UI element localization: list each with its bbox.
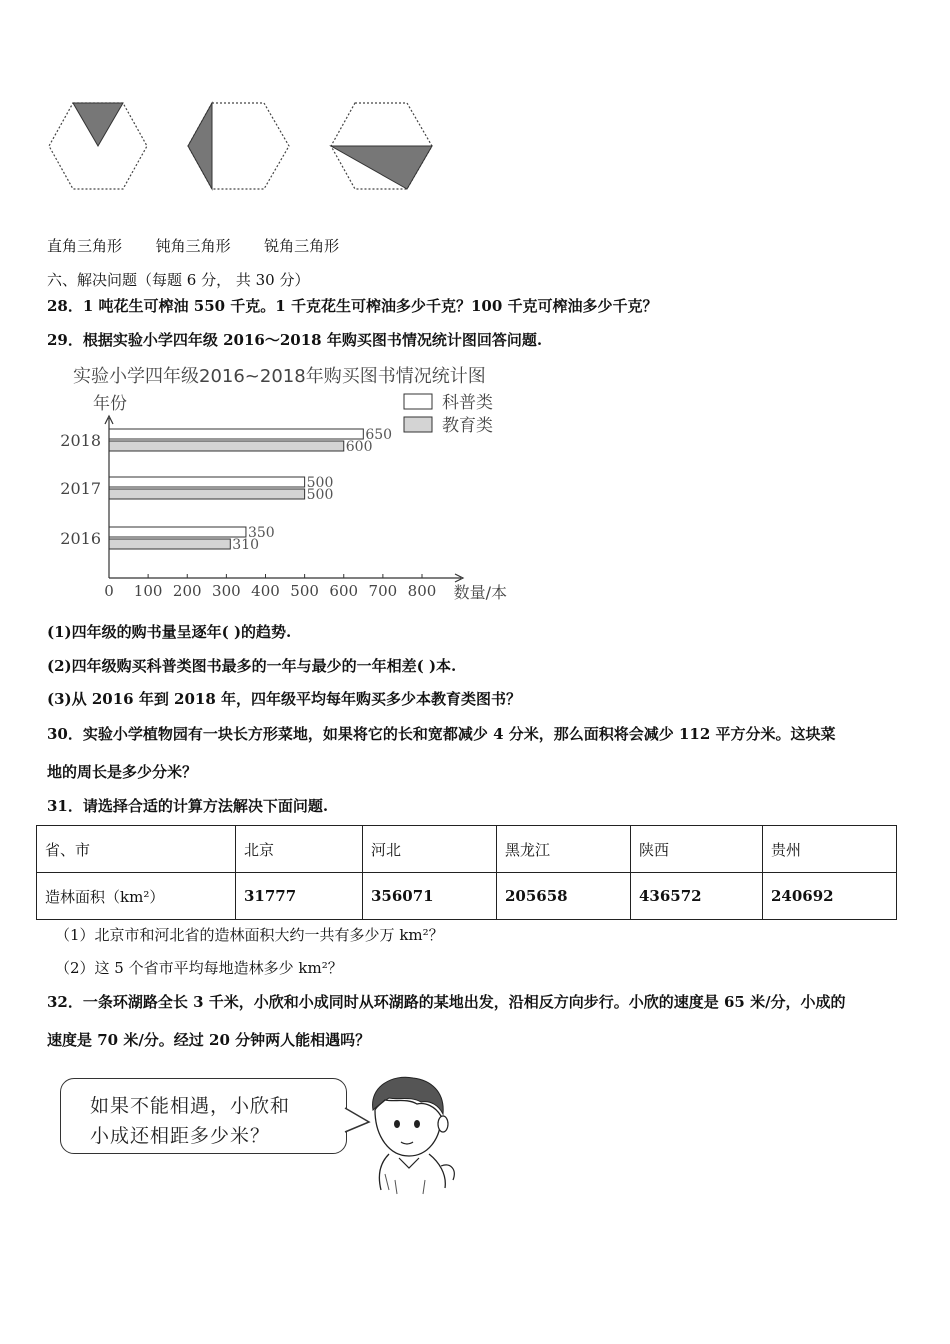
q29-sub2: (2)四年级购买科普类图书最多的一年与最少的一年相差( )本. xyxy=(47,657,457,675)
q31-sub1: （1）北京市和河北省的造林面积大约一共有多少万 km²？ xyxy=(55,926,444,944)
hexagon-obtuse-triangle xyxy=(188,103,289,189)
x-tick-label: 300 xyxy=(212,582,241,600)
data-label: 650 xyxy=(365,427,393,443)
caption-acute-triangle: 锐角三角形 xyxy=(264,237,340,255)
bar-science xyxy=(109,527,246,537)
y-tick-label: 2016 xyxy=(60,529,101,548)
afforestation-table xyxy=(36,825,897,920)
chart-title: 实验小学四年级2016~2018年购买图书情况统计图 xyxy=(73,366,486,387)
legend-label: 科普类 xyxy=(442,393,493,413)
x-tick-label: 0 xyxy=(104,582,114,600)
boy-illustration xyxy=(355,1070,465,1195)
y-tick-label: 2017 xyxy=(60,479,101,498)
bubble-line-2: 小成还相距多少米？ xyxy=(90,1125,271,1147)
hexagon-right-triangle xyxy=(49,103,147,189)
q30-line1: 30．实验小学植物园有一块长方形菜地，如果将它的长和宽都减少 4 分米，那么面积将会减少 112 平方分米。这块菜 xyxy=(47,725,836,743)
legend-label: 教育类 xyxy=(442,416,493,436)
q29-sub1: (1)四年级的购书量呈逐年( )的趋势. xyxy=(47,623,292,641)
table-cell: 河北 xyxy=(363,826,497,873)
legend-swatch xyxy=(404,394,432,409)
x-tick-label: 600 xyxy=(329,582,359,600)
question-28: 28．1 吨花生可榨油 550 千克。1 千克花生可榨油多少千克？100 千克可榨油多少千克？ xyxy=(47,297,658,315)
table-cell: 省、市 xyxy=(37,826,236,873)
caption-obtuse-triangle: 钝角三角形 xyxy=(155,237,231,255)
shape-captions xyxy=(47,236,339,256)
q31-sub2: （2）这 5 个省市平均每地造林多少 km²？ xyxy=(55,959,343,977)
x-tick-label: 500 xyxy=(290,582,319,600)
x-tick-label: 800 xyxy=(407,582,437,600)
q32-line1: 32．一条环湖路全长 3 千米，小欣和小成同时从环湖路的某地出发，沿相反方向步行。小欣的速度是 65 米/分，小成的 xyxy=(47,993,846,1011)
x-axis-label: 数量/本 xyxy=(453,583,507,602)
table-cell: 205658 xyxy=(497,873,631,920)
hexagon-figures xyxy=(40,98,460,198)
data-label: 500 xyxy=(306,475,334,491)
table-cell: 436572 xyxy=(631,873,763,920)
table-cell: 240692 xyxy=(763,873,897,920)
x-tick-label: 400 xyxy=(251,582,280,600)
section-title: 六、解决问题（每题 6 分， 共 30 分） xyxy=(47,271,310,289)
q32-line2: 速度是 70 米/分。经过 20 分钟两人能相遇吗？ xyxy=(47,1031,371,1049)
bar-science xyxy=(109,477,305,487)
x-tick-label: 200 xyxy=(172,582,202,600)
table-row-label: 造林面积（km²） xyxy=(37,873,236,920)
caption-right-triangle: 直角三角形 xyxy=(47,237,123,255)
table-cell: 356071 xyxy=(363,873,497,920)
data-label: 310 xyxy=(232,537,260,553)
table-cell: 陕西 xyxy=(631,826,763,873)
data-label: 500 xyxy=(306,487,334,503)
y-axis-label: 年份 xyxy=(93,394,127,414)
y-tick-label: 2018 xyxy=(60,431,101,450)
bar-education xyxy=(109,539,230,549)
question-29: 29．根据实验小学四年级 2016～2018 年购买图书情况统计图回答问题. xyxy=(47,331,543,349)
x-tick-label: 100 xyxy=(133,582,163,600)
bubble-text xyxy=(90,1091,290,1151)
bar-education xyxy=(109,441,344,451)
data-label: 350 xyxy=(247,525,275,541)
question-31: 31．请选择合适的计算方法解决下面问题. xyxy=(47,797,329,815)
x-tick-label: 700 xyxy=(368,582,398,600)
table-row xyxy=(37,873,897,920)
table-cell: 北京 xyxy=(236,826,363,873)
book-purchase-chart xyxy=(55,360,515,610)
bar-science xyxy=(109,429,363,439)
bubble-line-1: 如果不能相遇，小欣和 xyxy=(90,1095,291,1117)
data-label: 600 xyxy=(345,439,373,455)
q30-line2: 地的周长是多少分米？ xyxy=(47,763,198,781)
table-cell: 31777 xyxy=(236,873,363,920)
bar-education xyxy=(109,489,305,499)
legend-swatch xyxy=(404,417,432,432)
q29-sub3: (3)从 2016 年到 2018 年，四年级平均每年购买多少本教育类图书？ xyxy=(47,690,522,708)
hexagon-acute-triangle xyxy=(331,103,432,189)
table-header-row xyxy=(37,826,897,873)
table-cell: 贵州 xyxy=(763,826,897,873)
table-cell: 黑龙江 xyxy=(497,826,631,873)
